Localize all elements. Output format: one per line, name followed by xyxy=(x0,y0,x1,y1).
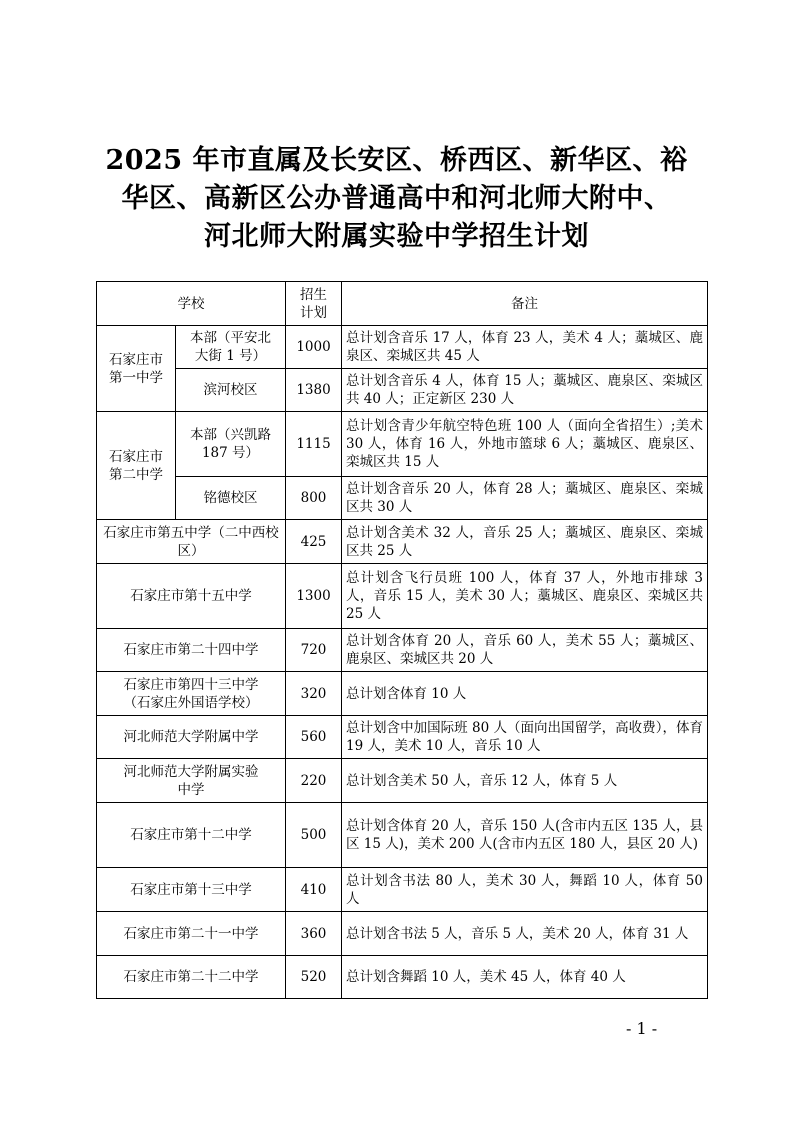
table-row xyxy=(97,868,708,912)
school-name: 石家庄市 第二中学 xyxy=(97,412,176,520)
table-row xyxy=(97,672,708,716)
table-row xyxy=(97,564,708,629)
note-text: 总计划含体育 20 人，音乐 150 人(含市内五区 135 人，县区 15 人)，美术 200 人(含市内五区 180 人，县区 20 人) xyxy=(342,803,708,868)
header-school: 学校 xyxy=(97,282,286,326)
table-row xyxy=(97,912,708,956)
school-name: 石家庄市 第一中学 xyxy=(97,326,176,412)
table-row xyxy=(97,956,708,999)
table-header-row xyxy=(97,282,708,326)
note-text: 总计划含体育 20 人，音乐 60 人，美术 55 人；藁城区、鹿泉区、栾城区共 20 人 xyxy=(342,629,708,672)
school-name: 石家庄市第五中学（二中西校区） xyxy=(97,520,286,564)
table-row xyxy=(97,369,708,412)
note-text: 总计划含体育 10 人 xyxy=(342,672,708,716)
table-row xyxy=(97,803,708,868)
plan-count: 410 xyxy=(286,868,342,912)
note-text: 总计划含舞蹈 10 人，美术 45 人，体育 40 人 xyxy=(342,956,708,999)
campus-name: 本部（兴凯路 187 号） xyxy=(176,412,286,477)
school-name: 河北师范大学附属中学 xyxy=(97,716,286,759)
school-name: 石家庄市第二十四中学 xyxy=(97,629,286,672)
note-text: 总计划含音乐 4 人，体育 15 人；藁城区、鹿泉区、栾城区共 40 人；正定新区 230 人 xyxy=(342,369,708,412)
note-text: 总计划含青少年航空特色班 100 人（面向全省招生）;美术 30 人，体育 16 人，外地市篮球 6 人；藁城区、鹿泉区、栾城区共 15 人 xyxy=(342,412,708,477)
table-row xyxy=(97,629,708,672)
note-text: 总计划含美术 32 人，音乐 25 人；藁城区、鹿泉区、栾城区共 25 人 xyxy=(342,520,708,564)
table-row xyxy=(97,412,708,477)
school-name: 石家庄市第十五中学 xyxy=(97,564,286,629)
plan-count: 1380 xyxy=(286,369,342,412)
note-text: 总计划含音乐 20 人，体育 28 人；藁城区、鹿泉区、栾城区共 30 人 xyxy=(342,477,708,520)
title-line: 2025 年市直属及长安区、桥西区、新华区、裕 xyxy=(105,145,688,176)
plan-count: 560 xyxy=(286,716,342,759)
title-line: 华区、高新区公办普通高中和河北师大附中、 xyxy=(121,183,672,214)
table-row xyxy=(97,759,708,803)
plan-count: 500 xyxy=(286,803,342,868)
table-row xyxy=(97,520,708,564)
campus-name: 滨河校区 xyxy=(176,369,286,412)
plan-count: 360 xyxy=(286,912,342,956)
plan-count: 425 xyxy=(286,520,342,564)
note-text: 总计划含书法 80 人，美术 30 人，舞蹈 10 人，体育 50 人 xyxy=(342,868,708,912)
table-row xyxy=(97,477,708,520)
page-number: - 1 - xyxy=(626,1019,658,1038)
plan-count: 320 xyxy=(286,672,342,716)
note-text: 总计划含美术 50 人，音乐 12 人，体育 5 人 xyxy=(342,759,708,803)
header-note: 备注 xyxy=(342,282,708,326)
school-name: 河北师范大学附属实验 中学 xyxy=(97,759,286,803)
document-title xyxy=(60,142,733,256)
plan-count: 520 xyxy=(286,956,342,999)
plan-count: 220 xyxy=(286,759,342,803)
plan-count: 1300 xyxy=(286,564,342,629)
school-name: 石家庄市第十三中学 xyxy=(97,868,286,912)
campus-name: 铭德校区 xyxy=(176,477,286,520)
note-text: 总计划含飞行员班 100 人，体育 37 人，外地市排球 3 人，音乐 15 人，美术 30 人；藁城区、鹿泉区、栾城区共 25 人 xyxy=(342,564,708,629)
table-row xyxy=(97,326,708,369)
note-text: 总计划含中加国际班 80 人（面向出国留学，高收费），体育 19 人，美术 10 人，音乐 10 人 xyxy=(342,716,708,759)
table-row xyxy=(97,716,708,759)
note-text: 总计划含书法 5 人，音乐 5 人，美术 20 人，体育 31 人 xyxy=(342,912,708,956)
note-text: 总计划含音乐 17 人，体育 23 人，美术 4 人；藁城区、鹿泉区、栾城区共 45 人 xyxy=(342,326,708,369)
plan-count: 1115 xyxy=(286,412,342,477)
plan-count: 800 xyxy=(286,477,342,520)
school-name: 石家庄市第二十二中学 xyxy=(97,956,286,999)
school-name: 石家庄市第四十三中学 （石家庄外国语学校） xyxy=(97,672,286,716)
campus-name: 本部（平安北 大街 1 号） xyxy=(176,326,286,369)
plan-count: 720 xyxy=(286,629,342,672)
title-line: 河北师大附属实验中学招生计划 xyxy=(204,221,589,252)
school-name: 石家庄市第二十一中学 xyxy=(97,912,286,956)
enrollment-plan-table xyxy=(96,281,708,999)
plan-count: 1000 xyxy=(286,326,342,369)
school-name: 石家庄市第十二中学 xyxy=(97,803,286,868)
header-plan: 招生 计划 xyxy=(286,282,342,326)
